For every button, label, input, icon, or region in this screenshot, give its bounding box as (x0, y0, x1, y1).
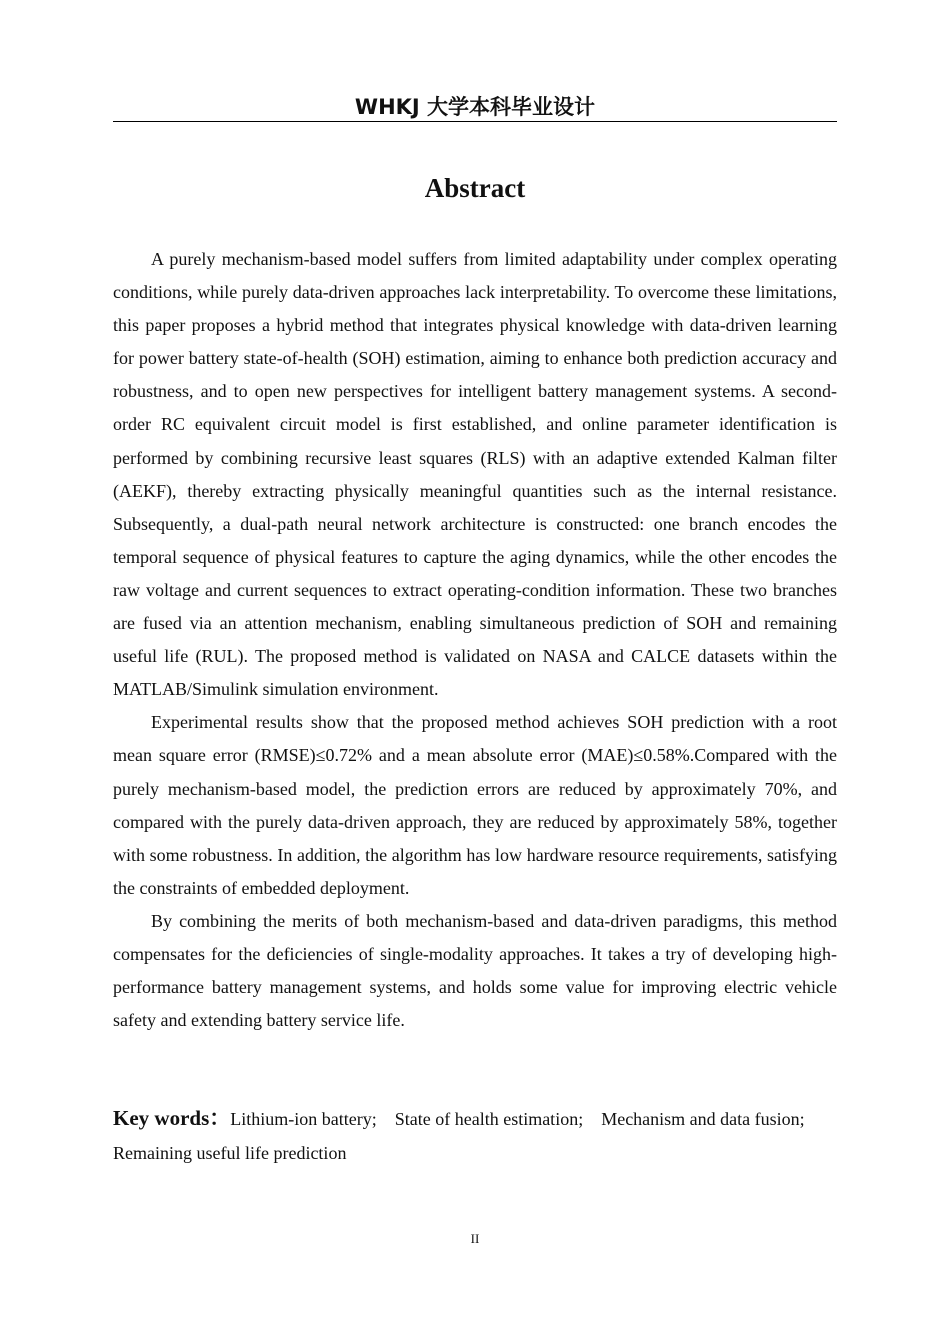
keyword-item: Remaining useful life prediction (113, 1143, 347, 1163)
keywords-section (113, 1101, 837, 1170)
keyword-item: Lithium-ion battery; (230, 1109, 377, 1129)
abstract-body (113, 243, 837, 1037)
abstract-paragraph-1: A purely mechanism-based model suffers from limited adaptability under complex operating conditions, while purely data-driven approaches lack interpretability. To overcome these limitations, this paper proposes a hybrid method that integrates physical knowledge with data-driven learning for power battery state-of-health (SOH) estimation, aiming to enhance both prediction accuracy and robustness, and to open new perspectives for intelligent battery management systems. A second-order RC equivalent circuit model is first established, and online parameter identification is performed by combining recursive least squares (RLS) with an adaptive extended Kalman filter (AEKF), thereby extracting physically meaningful quantities such as the internal resistance. Subsequently, a dual-path neural network architecture is constructed: one branch encodes the temporal sequence of physical features to capture the aging dynamics, while the other encodes the raw voltage and current sequences to extract operating-condition information. These two branches are fused via an attention mechanism, enabling simultaneous prediction of SOH and remaining useful life (RUL). The proposed method is validated on NASA and CALCE datasets within the MATLAB/Simulink simulation environment. (113, 249, 837, 700)
page-header: WHKJ 大学本科毕业设计 (354, 95, 596, 119)
abstract-title: Abstract (424, 173, 526, 203)
page-number: II (470, 1231, 480, 1246)
abstract-paragraph-2: Experimental results show that the proposed method achieves SOH prediction with a root mean square error (RMSE)≤0.72% and a mean absolute error (MAE)≤0.58%.Compared with the purely mechanism-based model, the prediction errors are reduced by approximately 70%, and compared with the purely data-driven approach, they are reduced by approximately 58%, together with some robustness. In addition, the algorithm has low hardware resource requirements, satisfying the constraints of embedded deployment. (113, 712, 837, 898)
keywords-label: Key words： (113, 1106, 231, 1130)
keyword-item: Mechanism and data fusion; (601, 1109, 805, 1129)
keyword-item: State of health estimation; (394, 1109, 584, 1129)
header-divider (113, 121, 837, 122)
abstract-paragraph-3: By combining the merits of both mechanism-based and data-driven paradigms, this method compensates for the deficiencies of single-modality approaches. It takes a try of developing high-performance battery management systems, and holds some value for improving electric vehicle safety and extending battery service life. (113, 910, 837, 1031)
